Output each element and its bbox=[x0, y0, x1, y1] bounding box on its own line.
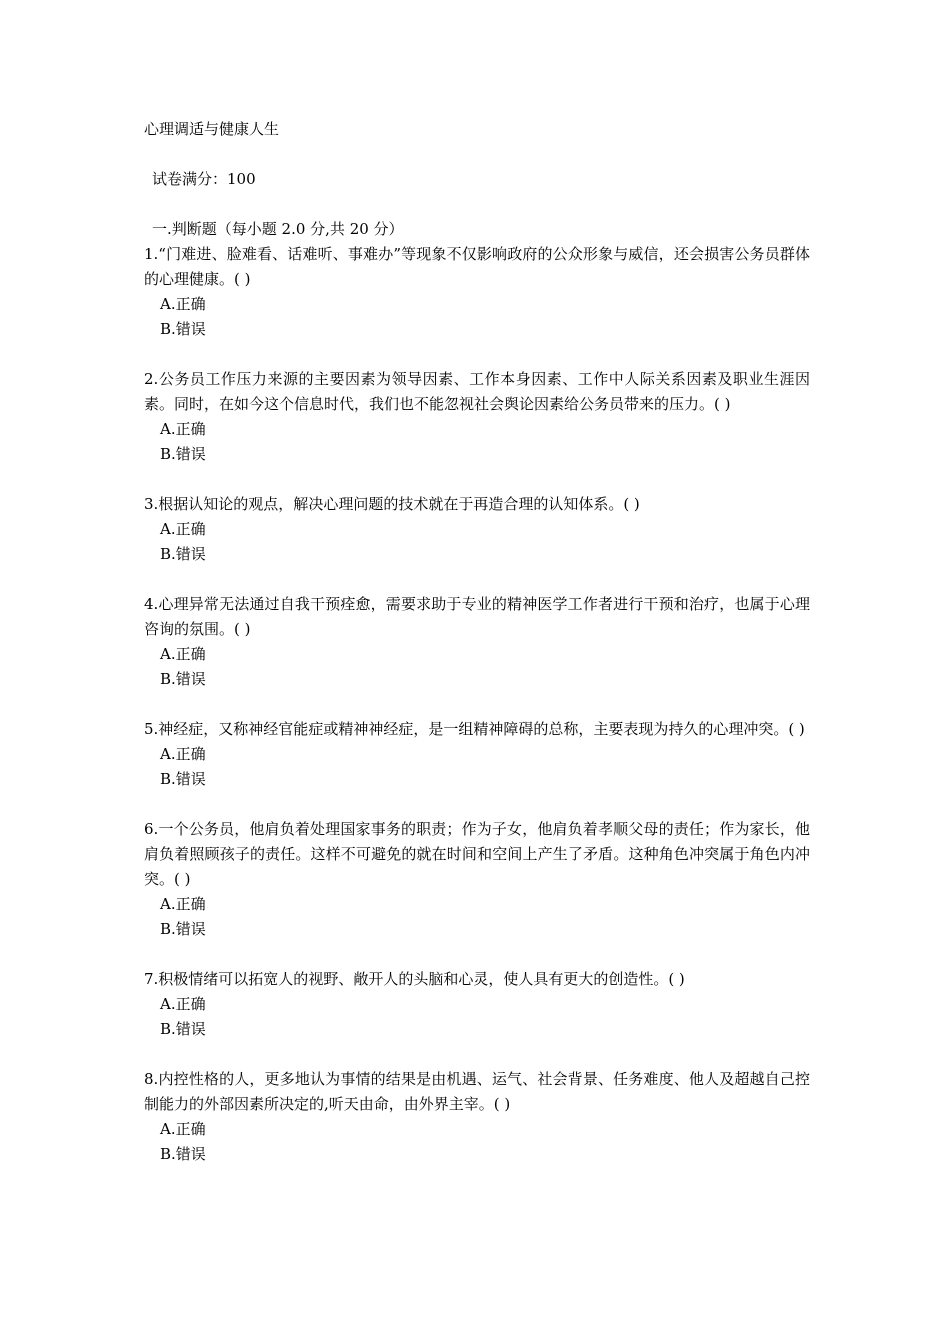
option-b: B.错误 bbox=[160, 320, 206, 338]
document-title: 心理调适与健康人生 bbox=[144, 120, 280, 138]
question-text: 7.积极情绪可以拓宽人的视野、敞开人的头脑和心灵，使人具有更大的创造性。( ) bbox=[144, 970, 685, 988]
question-text: 6.一个公务员，他肩负着处理国家事务的职责；作为子女，他肩负着孝顺父母的责任；作为家长，他肩负着照顾孩子的责任。这样不可避免的就在时间和空间上产生了矛盾。这种角色冲突属于角色内冲突。( ) bbox=[144, 820, 810, 888]
option-a: A.正确 bbox=[160, 520, 206, 538]
question-list bbox=[144, 242, 810, 1192]
section-header: 一.判断题（每小题 2.0 分,共 20 分） bbox=[152, 220, 404, 238]
question-2 bbox=[144, 367, 810, 467]
full-score: 试卷满分：100 bbox=[152, 170, 256, 188]
option-a: A.正确 bbox=[160, 645, 206, 663]
question-8 bbox=[144, 1067, 810, 1167]
question-4 bbox=[144, 592, 810, 692]
option-b: B.错误 bbox=[160, 920, 206, 938]
question-text: 5.神经症，又称神经官能症或精神神经症，是一组精神障碍的总称，主要表现为持久的心理冲突。( ) bbox=[144, 720, 805, 738]
option-b: B.错误 bbox=[160, 1020, 206, 1038]
question-7 bbox=[144, 967, 810, 1042]
question-text: 1.“门难进、脸难看、话难听、事难办”等现象不仅影响政府的公众形象与威信，还会损害公务员群体的心理健康。( ) bbox=[144, 245, 810, 288]
question-text: 3.根据认知论的观点，解决心理问题的技术就在于再造合理的认知体系。( ) bbox=[144, 495, 640, 513]
option-a: A.正确 bbox=[160, 420, 206, 438]
question-5 bbox=[144, 717, 810, 792]
option-b: B.错误 bbox=[160, 770, 206, 788]
option-b: B.错误 bbox=[160, 670, 206, 688]
option-a: A.正确 bbox=[160, 995, 206, 1013]
option-a: A.正确 bbox=[160, 1120, 206, 1138]
option-a: A.正确 bbox=[160, 295, 206, 313]
question-6 bbox=[144, 817, 810, 942]
option-a: A.正确 bbox=[160, 895, 206, 913]
question-text: 8.内控性格的人，更多地认为事情的结果是由机遇、运气、社会背景、任务难度、他人及超越自己控制能力的外部因素所决定的,听天由命，由外界主宰。( ) bbox=[144, 1070, 810, 1113]
question-text: 2.公务员工作压力来源的主要因素为领导因素、工作本身因素、工作中人际关系因素及职业生涯因素。同时，在如今这个信息时代，我们也不能忽视社会舆论因素给公务员带来的压力。( ) bbox=[144, 370, 810, 413]
question-3 bbox=[144, 492, 810, 567]
option-b: B.错误 bbox=[160, 1145, 206, 1163]
question-text: 4.心理异常无法通过自我干预痊愈，需要求助于专业的精神医学工作者进行干预和治疗，也属于心理咨询的氛围。( ) bbox=[144, 595, 810, 638]
option-a: A.正确 bbox=[160, 745, 206, 763]
option-b: B.错误 bbox=[160, 545, 206, 563]
option-b: B.错误 bbox=[160, 445, 206, 463]
question-1 bbox=[144, 242, 810, 342]
